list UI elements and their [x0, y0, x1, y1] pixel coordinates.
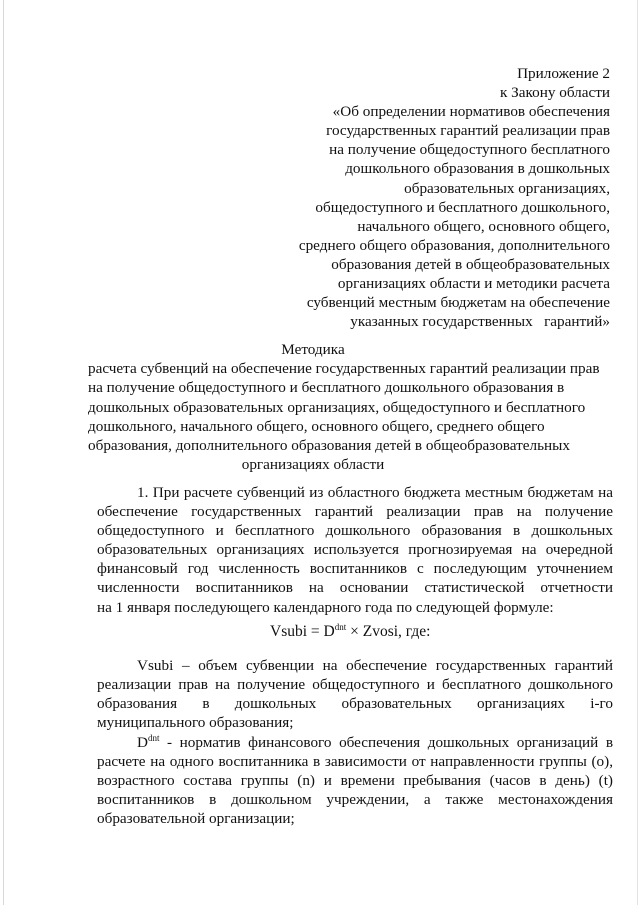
appendix-line: на получение общедоступного бесплатного	[329, 141, 610, 159]
appendix-line: организациях области и методики расчета	[337, 275, 610, 293]
formula-left: Vsubi = D	[270, 623, 335, 640]
definition-line: Vsubi – объем субвенции на обеспечение государственных гарантий	[137, 657, 613, 674]
title-line: образования, дополнительного образования детей в общеобразовательных	[88, 437, 570, 455]
paragraph-line: обеспечение государственных гарантий реализации прав на получение	[97, 503, 613, 521]
formula	[270, 623, 430, 641]
definition-superscript: dnt	[147, 733, 160, 743]
appendix-header	[280, 64, 610, 331]
paragraph-line: численности воспитанников на основании статистической отчетности	[97, 579, 613, 597]
title-line: организациях области	[241, 456, 385, 474]
title-line: дошкольного, начального общего, основного общего, среднего общего	[88, 417, 545, 435]
paragraph-line: общедоступного и бесплатного дошкольного образования в дошкольных	[97, 522, 613, 540]
definition-line: реализации прав на получение общедоступного и бесплатного дошкольного	[97, 676, 613, 694]
appendix-line: дошкольного образования в дошкольных	[345, 160, 610, 178]
appendix-line: государственных гарантий реализации прав	[326, 122, 610, 140]
appendix-line: субвенций местным бюджетам на обеспечение	[306, 294, 610, 312]
title-line: расчета субвенций на обеспечение государственных гарантий реализации прав	[88, 360, 600, 378]
title-heading: Методика	[281, 341, 345, 358]
definition-line: расчете на одного воспитанника в зависимости от направленности группы (о),	[97, 753, 613, 771]
definition-vsubi	[97, 656, 613, 732]
appendix-line: образования детей в общеобразовательных	[331, 255, 610, 273]
title-line: на получение общедоступного и бесплатного дошкольного образования в	[88, 379, 565, 397]
title-line: дошкольных образовательных организациях, общедоступного и бесплатного	[88, 398, 586, 416]
formula-superscript: dnt	[334, 622, 347, 632]
appendix-line: образовательных организациях,	[404, 179, 610, 197]
definition-symbol: D	[137, 734, 148, 751]
paragraph-line: финансовый год численность воспитанников с последующим уточнением	[97, 560, 613, 578]
appendix-line: общедоступного и бесплатного дошкольного,	[315, 198, 610, 216]
formula-right: × Zvosi, где:	[346, 623, 431, 640]
document-title	[88, 340, 600, 474]
paragraph-line: образовательных организациях используется прогнозируемая на очередной	[97, 541, 613, 559]
definition-line	[97, 733, 613, 752]
appendix-line: начального общего, основного общего,	[357, 217, 610, 235]
definition-line: образования в дошкольных образовательных организациях i-го	[97, 695, 613, 713]
definition-d	[97, 733, 613, 828]
appendix-line: указанных государственных гарантий»	[350, 313, 610, 331]
scan-edge-right	[637, 0, 638, 905]
appendix-line: к Закону области	[499, 84, 610, 102]
definition-line: воспитанников в дошкольном учреждении, а также местонахождения	[97, 791, 613, 809]
definition-first-line-rest: - норматив финансового обеспечения дошкольных организаций в	[159, 734, 613, 751]
definition-line: возрастного состава группы (n) и времени пребывания (часов в день) (t)	[97, 772, 613, 790]
appendix-line: Приложение 2	[517, 65, 610, 82]
paragraph-1	[97, 483, 613, 617]
scan-edge-left	[3, 0, 4, 905]
appendix-line: «Об определении нормативов обеспечения	[332, 103, 610, 121]
paragraph-line: 1. При расчете субвенций из областного бюджета местным бюджетам на	[137, 484, 613, 501]
paragraph-line: на 1 января последующего календарного года по следующей формуле:	[97, 598, 554, 616]
definition-line: образовательной организации;	[97, 810, 295, 828]
appendix-line: среднего общего образования, дополнительного	[298, 236, 610, 254]
definition-line: муниципального образования;	[97, 714, 294, 732]
